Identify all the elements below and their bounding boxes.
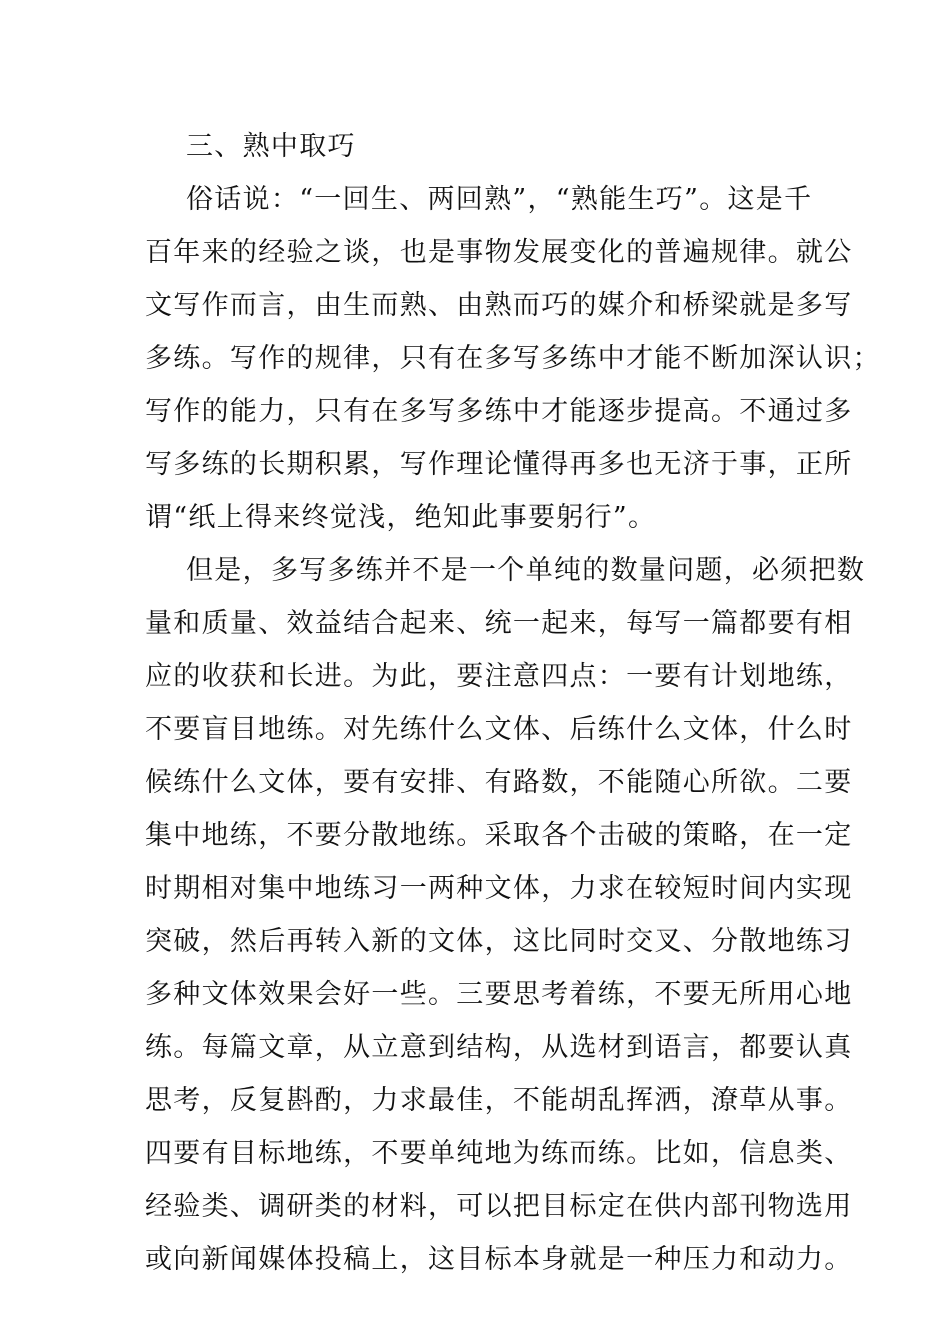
text-line: 经验类、调研类的材料，可以把目标定在供内部刊物选用 <box>145 1191 853 1222</box>
text-line: 谓“纸上得来终觉浅，绝知此事要躬行”。 <box>145 502 657 533</box>
section-heading: 三、熟中取巧 <box>186 131 356 162</box>
text-line: 或向新闻媒体投稿上，这目标本身就是一种压力和动力。 <box>145 1244 853 1275</box>
paragraph-1 <box>145 173 881 544</box>
text-line: 文写作而言，由生而熟、由熟而巧的媒介和桥梁就是多写 <box>145 290 853 321</box>
text-line: 突破，然后再转入新的文体，这比同时交叉、分散地练习 <box>145 926 853 957</box>
text-line: 多种文体效果会好一些。三要思考着练，不要无所用心地 <box>145 979 853 1010</box>
text-line: 量和质量、效益结合起来、统一起来，每写一篇都要有相 <box>145 608 853 639</box>
text-line: 写作的能力，只有在多写多练中才能逐步提高。不通过多 <box>145 396 853 427</box>
text-line: 应的收获和长进。为此，要注意四点：一要有计划地练， <box>145 661 853 692</box>
document-body <box>145 120 881 1286</box>
text-line: 候练什么文体，要有安排、有路数，不能随心所欲。二要 <box>145 767 853 798</box>
text-line: 多练。写作的规律，只有在多写多练中才能不断加深认识； <box>145 343 881 374</box>
text-line: 俗话说：“一回生、两回熟”，“熟能生巧”。这是千 <box>186 184 813 215</box>
text-line: 思考，反复斟酌，力求最佳，不能胡乱挥洒，潦草从事。 <box>145 1085 853 1116</box>
text-line: 百年来的经验之谈，也是事物发展变化的普遍规律。就公 <box>145 237 853 268</box>
paragraph-2 <box>145 544 866 1286</box>
text-line: 不要盲目地练。对先练什么文体、后练什么文体，什么时 <box>145 714 853 745</box>
text-line: 四要有目标地练，不要单纯地为练而练。比如，信息类、 <box>145 1138 853 1169</box>
text-line: 集中地练，不要分散地练。采取各个击破的策略，在一定 <box>145 820 853 851</box>
text-line: 时期相对集中地练习一两种文体，力求在较短时间内实现 <box>145 873 853 904</box>
text-line: 练。每篇文章，从立意到结构，从选材到语言，都要认真 <box>145 1032 853 1063</box>
text-line: 但是，多写多练并不是一个单纯的数量问题，必须把数 <box>186 555 866 586</box>
text-line: 写多练的长期积累，写作理论懂得再多也无济于事，正所 <box>145 449 853 480</box>
